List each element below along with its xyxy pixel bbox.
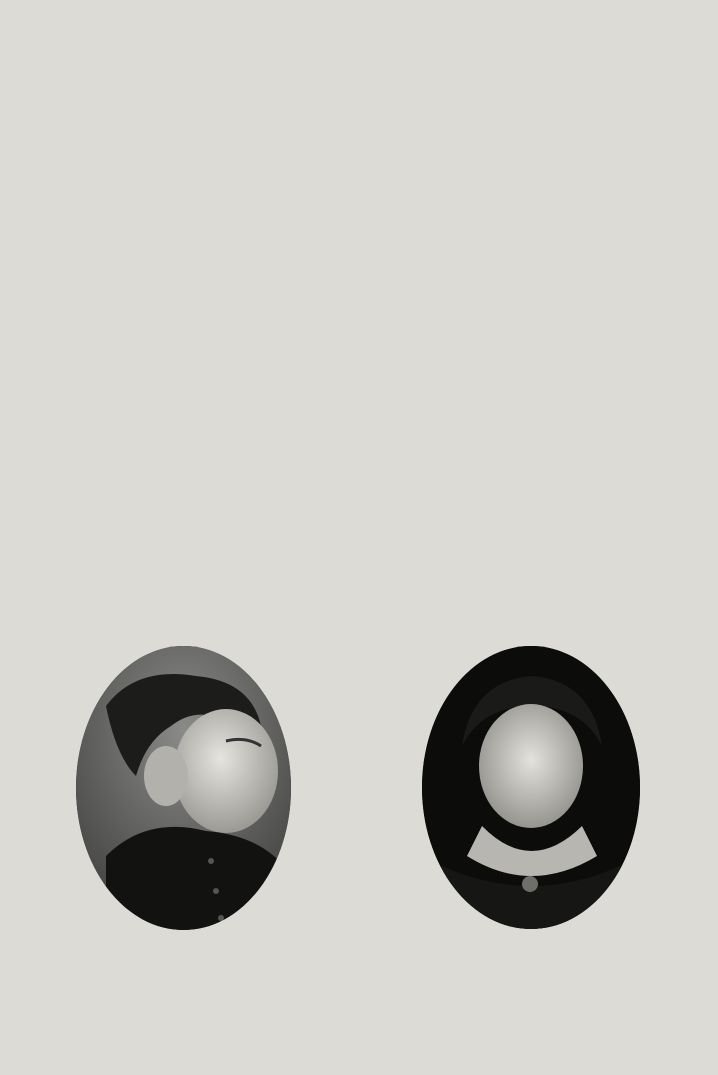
antero-suonio-portrait [76,646,291,930]
helga-sailo-portrait [422,646,640,929]
portrait-man-image [76,646,291,930]
portrait-woman-image [422,646,640,929]
